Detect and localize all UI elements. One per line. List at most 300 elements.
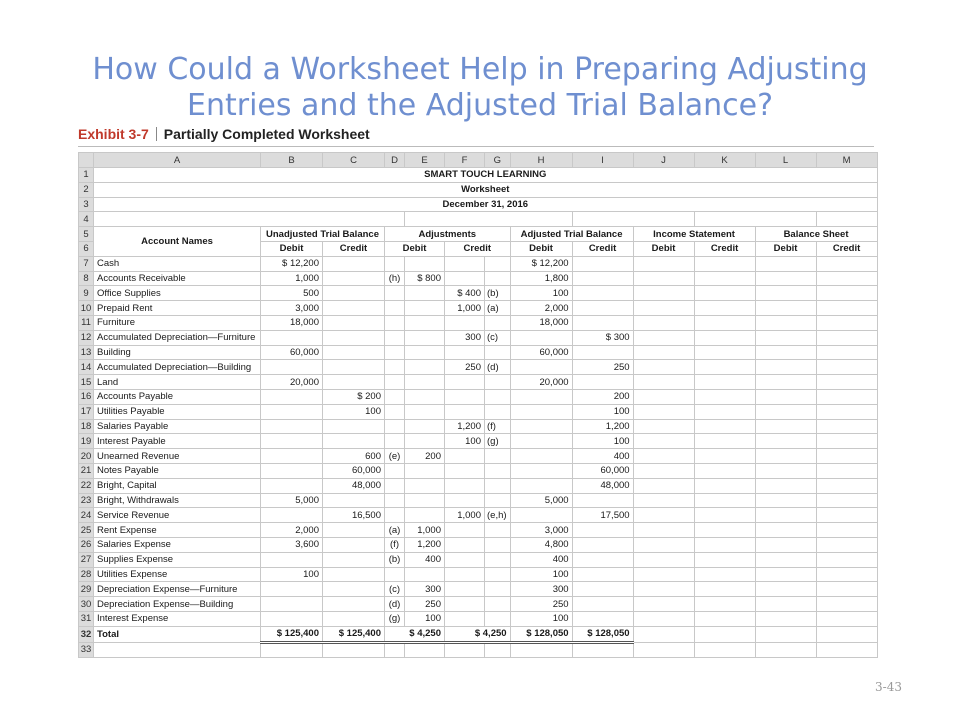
adj-credit-ref[interactable] bbox=[485, 389, 511, 404]
account-name[interactable]: Bright, Withdrawals bbox=[94, 493, 261, 508]
adj-debit-cell[interactable]: 400 bbox=[405, 552, 445, 567]
is-credit-cell[interactable] bbox=[694, 493, 755, 508]
adj-credit-ref[interactable]: (f) bbox=[485, 419, 511, 434]
is-credit-cell[interactable] bbox=[694, 537, 755, 552]
is-debit-cell[interactable] bbox=[633, 419, 694, 434]
is-credit-cell[interactable] bbox=[694, 419, 755, 434]
account-name[interactable]: Building bbox=[94, 345, 261, 360]
atb-debit-cell[interactable]: $ 12,200 bbox=[510, 256, 572, 271]
account-name[interactable]: Furniture bbox=[94, 315, 261, 330]
bs-credit-cell[interactable] bbox=[816, 404, 877, 419]
utb-credit-cell[interactable]: 100 bbox=[323, 404, 385, 419]
adj-credit-cell[interactable] bbox=[445, 478, 485, 493]
utb-credit-cell[interactable]: 16,500 bbox=[323, 508, 385, 523]
utb-credit-cell[interactable] bbox=[323, 582, 385, 597]
account-name[interactable]: Salaries Expense bbox=[94, 537, 261, 552]
column-header-k[interactable]: K bbox=[694, 153, 755, 168]
atb-debit-cell[interactable] bbox=[510, 330, 572, 345]
atb-debit-cell[interactable] bbox=[510, 463, 572, 478]
bs-credit-cell[interactable] bbox=[816, 552, 877, 567]
utb-debit-cell[interactable]: 3,000 bbox=[261, 301, 323, 316]
bs-credit-cell[interactable] bbox=[816, 389, 877, 404]
atb-credit-cell[interactable]: 1,200 bbox=[572, 419, 633, 434]
adj-credit-cell[interactable] bbox=[445, 256, 485, 271]
adj-debit-ref[interactable]: (c) bbox=[385, 582, 405, 597]
bs-credit-cell[interactable] bbox=[816, 537, 877, 552]
atb-debit-cell[interactable]: 100 bbox=[510, 611, 572, 626]
row-number[interactable]: 15 bbox=[79, 375, 94, 390]
adj-debit-cell[interactable] bbox=[405, 315, 445, 330]
utb-credit-cell[interactable] bbox=[323, 597, 385, 612]
atb-debit-cell[interactable] bbox=[510, 449, 572, 464]
atb-debit-cell[interactable] bbox=[510, 508, 572, 523]
atb-credit-cell[interactable] bbox=[572, 582, 633, 597]
bs-debit-cell[interactable] bbox=[755, 419, 816, 434]
bs-debit-cell[interactable] bbox=[755, 449, 816, 464]
is-credit-cell[interactable] bbox=[694, 552, 755, 567]
atb-debit-cell[interactable]: 400 bbox=[510, 552, 572, 567]
account-name[interactable]: Salaries Payable bbox=[94, 419, 261, 434]
bs-debit-cell[interactable] bbox=[755, 301, 816, 316]
bs-debit-cell[interactable] bbox=[755, 345, 816, 360]
account-name[interactable]: Unearned Revenue bbox=[94, 449, 261, 464]
atb-credit-cell[interactable]: 60,000 bbox=[572, 463, 633, 478]
bs-credit-cell[interactable] bbox=[816, 478, 877, 493]
adj-debit-cell[interactable] bbox=[405, 463, 445, 478]
row-number[interactable]: 5 bbox=[79, 227, 94, 242]
row-number[interactable]: 10 bbox=[79, 301, 94, 316]
row-number[interactable]: 6 bbox=[79, 241, 94, 256]
adj-debit-cell[interactable]: 1,000 bbox=[405, 523, 445, 538]
bs-credit-cell[interactable] bbox=[816, 611, 877, 626]
utb-debit-cell[interactable] bbox=[261, 330, 323, 345]
is-debit-cell[interactable] bbox=[633, 463, 694, 478]
is-debit-cell[interactable] bbox=[633, 597, 694, 612]
row-number[interactable]: 19 bbox=[79, 434, 94, 449]
is-debit-cell[interactable] bbox=[633, 537, 694, 552]
is-credit-cell[interactable] bbox=[694, 523, 755, 538]
bs-debit-cell[interactable] bbox=[755, 286, 816, 301]
atb-debit-cell[interactable]: 4,800 bbox=[510, 537, 572, 552]
adj-debit-cell[interactable] bbox=[405, 375, 445, 390]
utb-credit-cell[interactable] bbox=[323, 301, 385, 316]
is-credit-cell[interactable] bbox=[694, 611, 755, 626]
atb-credit-cell[interactable] bbox=[572, 315, 633, 330]
utb-debit-cell[interactable] bbox=[261, 434, 323, 449]
column-header-i[interactable]: I bbox=[572, 153, 633, 168]
adj-credit-ref[interactable] bbox=[485, 315, 511, 330]
atb-debit-cell[interactable]: 100 bbox=[510, 567, 572, 582]
adj-debit-cell[interactable] bbox=[405, 345, 445, 360]
is-credit-cell[interactable] bbox=[694, 389, 755, 404]
account-name[interactable]: Land bbox=[94, 375, 261, 390]
row-number[interactable]: 28 bbox=[79, 567, 94, 582]
adj-debit-ref[interactable]: (b) bbox=[385, 552, 405, 567]
adj-debit-cell[interactable]: 1,200 bbox=[405, 537, 445, 552]
adj-credit-ref[interactable] bbox=[485, 375, 511, 390]
utb-credit-cell[interactable] bbox=[323, 493, 385, 508]
is-debit-cell[interactable] bbox=[633, 552, 694, 567]
utb-credit-cell[interactable] bbox=[323, 611, 385, 626]
adj-credit-ref[interactable] bbox=[485, 552, 511, 567]
is-credit-cell[interactable] bbox=[694, 449, 755, 464]
account-name[interactable]: Prepaid Rent bbox=[94, 301, 261, 316]
adj-credit-cell[interactable]: 250 bbox=[445, 360, 485, 375]
adj-credit-ref[interactable]: (b) bbox=[485, 286, 511, 301]
atb-credit-cell[interactable] bbox=[572, 493, 633, 508]
utb-credit-cell[interactable] bbox=[323, 271, 385, 286]
bs-credit-cell[interactable] bbox=[816, 256, 877, 271]
is-debit-cell[interactable] bbox=[633, 523, 694, 538]
adj-credit-ref[interactable] bbox=[485, 463, 511, 478]
adj-credit-ref[interactable] bbox=[485, 597, 511, 612]
atb-credit-cell[interactable] bbox=[572, 597, 633, 612]
is-credit-cell[interactable] bbox=[694, 582, 755, 597]
utb-credit-cell[interactable] bbox=[323, 256, 385, 271]
adj-debit-ref[interactable] bbox=[385, 508, 405, 523]
row-number[interactable]: 11 bbox=[79, 315, 94, 330]
atb-credit-cell[interactable]: 48,000 bbox=[572, 478, 633, 493]
utb-credit-cell[interactable]: $ 200 bbox=[323, 389, 385, 404]
adj-credit-cell[interactable] bbox=[445, 389, 485, 404]
atb-credit-cell[interactable] bbox=[572, 567, 633, 582]
adj-credit-ref[interactable]: (c) bbox=[485, 330, 511, 345]
is-debit-cell[interactable] bbox=[633, 611, 694, 626]
adj-debit-cell[interactable]: $ 800 bbox=[405, 271, 445, 286]
adj-debit-ref[interactable] bbox=[385, 301, 405, 316]
is-credit-cell[interactable] bbox=[694, 330, 755, 345]
is-credit-cell[interactable] bbox=[694, 345, 755, 360]
is-debit-cell[interactable] bbox=[633, 315, 694, 330]
adj-credit-ref[interactable] bbox=[485, 256, 511, 271]
column-header-l[interactable]: L bbox=[755, 153, 816, 168]
atb-credit-cell[interactable] bbox=[572, 537, 633, 552]
utb-debit-cell[interactable] bbox=[261, 611, 323, 626]
account-name[interactable]: Depreciation Expense—Building bbox=[94, 597, 261, 612]
column-header-m[interactable]: M bbox=[816, 153, 877, 168]
adj-credit-cell[interactable]: 300 bbox=[445, 330, 485, 345]
adj-debit-ref[interactable] bbox=[385, 478, 405, 493]
select-all-corner[interactable] bbox=[79, 153, 94, 168]
bs-credit-cell[interactable] bbox=[816, 493, 877, 508]
bs-credit-cell[interactable] bbox=[816, 567, 877, 582]
atb-debit-cell[interactable]: 18,000 bbox=[510, 315, 572, 330]
adj-debit-ref[interactable] bbox=[385, 419, 405, 434]
bs-credit-cell[interactable] bbox=[816, 508, 877, 523]
account-name[interactable]: Depreciation Expense—Furniture bbox=[94, 582, 261, 597]
column-header-e[interactable]: E bbox=[405, 153, 445, 168]
adj-debit-ref[interactable] bbox=[385, 404, 405, 419]
utb-credit-cell[interactable] bbox=[323, 345, 385, 360]
account-name[interactable]: Utilities Payable bbox=[94, 404, 261, 419]
utb-debit-cell[interactable] bbox=[261, 419, 323, 434]
adj-debit-cell[interactable]: 200 bbox=[405, 449, 445, 464]
is-credit-cell[interactable] bbox=[694, 375, 755, 390]
adj-credit-cell[interactable] bbox=[445, 567, 485, 582]
account-name[interactable]: Service Revenue bbox=[94, 508, 261, 523]
row-number[interactable]: 31 bbox=[79, 611, 94, 626]
column-header-h[interactable]: H bbox=[510, 153, 572, 168]
bs-debit-cell[interactable] bbox=[755, 375, 816, 390]
utb-credit-cell[interactable] bbox=[323, 434, 385, 449]
bs-credit-cell[interactable] bbox=[816, 434, 877, 449]
adj-debit-cell[interactable] bbox=[405, 434, 445, 449]
row-number[interactable]: 29 bbox=[79, 582, 94, 597]
bs-credit-cell[interactable] bbox=[816, 523, 877, 538]
adj-credit-ref[interactable] bbox=[485, 523, 511, 538]
utb-debit-cell[interactable]: 100 bbox=[261, 567, 323, 582]
bs-credit-cell[interactable] bbox=[816, 582, 877, 597]
utb-debit-cell[interactable] bbox=[261, 552, 323, 567]
bs-credit-cell[interactable] bbox=[816, 345, 877, 360]
atb-debit-cell[interactable]: 5,000 bbox=[510, 493, 572, 508]
row-number[interactable]: 32 bbox=[79, 626, 94, 642]
adj-credit-cell[interactable] bbox=[445, 493, 485, 508]
adj-debit-cell[interactable] bbox=[405, 330, 445, 345]
cell[interactable] bbox=[405, 642, 445, 658]
account-name[interactable]: Accounts Receivable bbox=[94, 271, 261, 286]
bs-debit-cell[interactable] bbox=[755, 389, 816, 404]
account-name[interactable]: Accounts Payable bbox=[94, 389, 261, 404]
utb-credit-cell[interactable] bbox=[323, 375, 385, 390]
is-debit-cell[interactable] bbox=[633, 271, 694, 286]
utb-credit-cell[interactable] bbox=[323, 315, 385, 330]
adj-debit-ref[interactable]: (h) bbox=[385, 271, 405, 286]
cell[interactable] bbox=[94, 642, 261, 658]
is-debit-cell[interactable] bbox=[633, 567, 694, 582]
utb-debit-cell[interactable] bbox=[261, 449, 323, 464]
utb-debit-cell[interactable]: 5,000 bbox=[261, 493, 323, 508]
row-number[interactable]: 1 bbox=[79, 168, 94, 183]
column-header-d[interactable]: D bbox=[385, 153, 405, 168]
atb-credit-cell[interactable] bbox=[572, 286, 633, 301]
utb-credit-cell[interactable] bbox=[323, 537, 385, 552]
row-number[interactable]: 9 bbox=[79, 286, 94, 301]
utb-debit-cell[interactable] bbox=[261, 508, 323, 523]
account-name[interactable]: Notes Payable bbox=[94, 463, 261, 478]
bs-debit-cell[interactable] bbox=[755, 493, 816, 508]
bs-debit-cell[interactable] bbox=[755, 582, 816, 597]
cell[interactable] bbox=[694, 642, 755, 658]
adj-debit-ref[interactable]: (a) bbox=[385, 523, 405, 538]
cell[interactable] bbox=[572, 642, 633, 658]
atb-credit-cell[interactable]: 100 bbox=[572, 434, 633, 449]
adj-credit-ref[interactable] bbox=[485, 271, 511, 286]
is-credit-cell[interactable] bbox=[694, 463, 755, 478]
utb-debit-cell[interactable] bbox=[261, 478, 323, 493]
row-number[interactable]: 3 bbox=[79, 197, 94, 212]
cell[interactable] bbox=[510, 642, 572, 658]
is-debit-cell[interactable] bbox=[633, 478, 694, 493]
adj-credit-ref[interactable]: (a) bbox=[485, 301, 511, 316]
atb-debit-cell[interactable]: 100 bbox=[510, 286, 572, 301]
utb-credit-cell[interactable]: 48,000 bbox=[323, 478, 385, 493]
adj-debit-cell[interactable] bbox=[405, 508, 445, 523]
utb-debit-cell[interactable]: $ 12,200 bbox=[261, 256, 323, 271]
row-number[interactable]: 20 bbox=[79, 449, 94, 464]
atb-credit-cell[interactable] bbox=[572, 523, 633, 538]
bs-debit-cell[interactable] bbox=[755, 330, 816, 345]
bs-credit-cell[interactable] bbox=[816, 271, 877, 286]
utb-debit-cell[interactable]: 3,600 bbox=[261, 537, 323, 552]
adj-debit-ref[interactable] bbox=[385, 493, 405, 508]
adj-debit-ref[interactable] bbox=[385, 567, 405, 582]
is-credit-cell[interactable] bbox=[694, 404, 755, 419]
utb-debit-cell[interactable] bbox=[261, 404, 323, 419]
atb-credit-cell[interactable] bbox=[572, 301, 633, 316]
bs-debit-cell[interactable] bbox=[755, 434, 816, 449]
account-name[interactable]: Office Supplies bbox=[94, 286, 261, 301]
atb-debit-cell[interactable]: 300 bbox=[510, 582, 572, 597]
adj-debit-cell[interactable] bbox=[405, 360, 445, 375]
is-debit-cell[interactable] bbox=[633, 493, 694, 508]
adj-debit-cell[interactable] bbox=[405, 567, 445, 582]
cell[interactable] bbox=[445, 642, 485, 658]
atb-debit-cell[interactable]: 20,000 bbox=[510, 375, 572, 390]
bs-debit-cell[interactable] bbox=[755, 611, 816, 626]
atb-credit-cell[interactable] bbox=[572, 552, 633, 567]
row-number[interactable]: 21 bbox=[79, 463, 94, 478]
account-name[interactable]: Interest Expense bbox=[94, 611, 261, 626]
adj-credit-cell[interactable]: 100 bbox=[445, 434, 485, 449]
cell[interactable] bbox=[385, 642, 405, 658]
row-number[interactable]: 27 bbox=[79, 552, 94, 567]
utb-debit-cell[interactable]: 1,000 bbox=[261, 271, 323, 286]
row-number[interactable]: 30 bbox=[79, 597, 94, 612]
utb-credit-cell[interactable]: 60,000 bbox=[323, 463, 385, 478]
adj-credit-ref[interactable]: (d) bbox=[485, 360, 511, 375]
adj-debit-ref[interactable] bbox=[385, 463, 405, 478]
row-number[interactable]: 12 bbox=[79, 330, 94, 345]
cell[interactable] bbox=[755, 642, 816, 658]
adj-credit-cell[interactable] bbox=[445, 315, 485, 330]
is-debit-cell[interactable] bbox=[633, 360, 694, 375]
is-debit-cell[interactable] bbox=[633, 330, 694, 345]
adj-debit-cell[interactable] bbox=[405, 493, 445, 508]
row-number[interactable]: 25 bbox=[79, 523, 94, 538]
is-credit-cell[interactable] bbox=[694, 478, 755, 493]
is-debit-cell[interactable] bbox=[633, 375, 694, 390]
utb-credit-cell[interactable] bbox=[323, 286, 385, 301]
atb-credit-cell[interactable] bbox=[572, 375, 633, 390]
cell[interactable] bbox=[816, 642, 877, 658]
row-number[interactable]: 22 bbox=[79, 478, 94, 493]
utb-debit-cell[interactable] bbox=[261, 360, 323, 375]
is-debit-cell[interactable] bbox=[633, 508, 694, 523]
utb-debit-cell[interactable]: 500 bbox=[261, 286, 323, 301]
adj-credit-cell[interactable] bbox=[445, 582, 485, 597]
is-credit-cell[interactable] bbox=[694, 567, 755, 582]
is-debit-cell[interactable] bbox=[633, 434, 694, 449]
is-debit-cell[interactable] bbox=[633, 449, 694, 464]
is-credit-cell[interactable] bbox=[694, 508, 755, 523]
adj-credit-cell[interactable] bbox=[445, 345, 485, 360]
adj-credit-cell[interactable]: 1,000 bbox=[445, 301, 485, 316]
bs-credit-cell[interactable] bbox=[816, 597, 877, 612]
adj-credit-ref[interactable] bbox=[485, 404, 511, 419]
adj-credit-ref[interactable] bbox=[485, 345, 511, 360]
adj-debit-cell[interactable] bbox=[405, 478, 445, 493]
cell[interactable] bbox=[485, 642, 511, 658]
atb-credit-cell[interactable] bbox=[572, 611, 633, 626]
bs-debit-cell[interactable] bbox=[755, 478, 816, 493]
utb-credit-cell[interactable] bbox=[323, 360, 385, 375]
adj-debit-ref[interactable]: (d) bbox=[385, 597, 405, 612]
adj-debit-ref[interactable] bbox=[385, 360, 405, 375]
adj-credit-cell[interactable]: 1,200 bbox=[445, 419, 485, 434]
adj-credit-cell[interactable]: 1,000 bbox=[445, 508, 485, 523]
row-number[interactable]: 17 bbox=[79, 404, 94, 419]
utb-credit-cell[interactable] bbox=[323, 419, 385, 434]
adj-credit-ref[interactable] bbox=[485, 582, 511, 597]
adj-credit-cell[interactable] bbox=[445, 449, 485, 464]
adj-credit-cell[interactable] bbox=[445, 597, 485, 612]
account-name[interactable]: Cash bbox=[94, 256, 261, 271]
adj-credit-cell[interactable] bbox=[445, 537, 485, 552]
adj-debit-cell[interactable] bbox=[405, 256, 445, 271]
bs-debit-cell[interactable] bbox=[755, 404, 816, 419]
column-header-f[interactable]: F bbox=[445, 153, 485, 168]
utb-debit-cell[interactable]: 60,000 bbox=[261, 345, 323, 360]
atb-credit-cell[interactable] bbox=[572, 256, 633, 271]
is-debit-cell[interactable] bbox=[633, 345, 694, 360]
row-number[interactable]: 33 bbox=[79, 642, 94, 658]
atb-credit-cell[interactable] bbox=[572, 345, 633, 360]
adj-credit-ref[interactable] bbox=[485, 493, 511, 508]
adj-credit-ref[interactable] bbox=[485, 567, 511, 582]
row-number[interactable]: 7 bbox=[79, 256, 94, 271]
adj-debit-ref[interactable] bbox=[385, 256, 405, 271]
adj-debit-cell[interactable] bbox=[405, 301, 445, 316]
adj-debit-cell[interactable] bbox=[405, 404, 445, 419]
utb-debit-cell[interactable]: 2,000 bbox=[261, 523, 323, 538]
atb-debit-cell[interactable] bbox=[510, 478, 572, 493]
row-number[interactable]: 24 bbox=[79, 508, 94, 523]
adj-credit-cell[interactable] bbox=[445, 463, 485, 478]
bs-debit-cell[interactable] bbox=[755, 360, 816, 375]
cell[interactable] bbox=[323, 642, 385, 658]
is-debit-cell[interactable] bbox=[633, 286, 694, 301]
utb-credit-cell[interactable] bbox=[323, 330, 385, 345]
atb-debit-cell[interactable]: 1,800 bbox=[510, 271, 572, 286]
cell[interactable] bbox=[633, 642, 694, 658]
bs-credit-cell[interactable] bbox=[816, 301, 877, 316]
is-debit-cell[interactable] bbox=[633, 256, 694, 271]
adj-debit-ref[interactable]: (g) bbox=[385, 611, 405, 626]
bs-debit-cell[interactable] bbox=[755, 552, 816, 567]
utb-credit-cell[interactable] bbox=[323, 552, 385, 567]
is-credit-cell[interactable] bbox=[694, 315, 755, 330]
adj-debit-cell[interactable]: 300 bbox=[405, 582, 445, 597]
is-debit-cell[interactable] bbox=[633, 404, 694, 419]
utb-debit-cell[interactable] bbox=[261, 389, 323, 404]
adj-debit-ref[interactable]: (e) bbox=[385, 449, 405, 464]
row-number[interactable]: 23 bbox=[79, 493, 94, 508]
adj-debit-cell[interactable] bbox=[405, 389, 445, 404]
is-credit-cell[interactable] bbox=[694, 434, 755, 449]
row-number[interactable]: 2 bbox=[79, 182, 94, 197]
bs-debit-cell[interactable] bbox=[755, 256, 816, 271]
is-credit-cell[interactable] bbox=[694, 286, 755, 301]
utb-debit-cell[interactable] bbox=[261, 597, 323, 612]
bs-debit-cell[interactable] bbox=[755, 315, 816, 330]
bs-credit-cell[interactable] bbox=[816, 419, 877, 434]
bs-debit-cell[interactable] bbox=[755, 271, 816, 286]
adj-credit-ref[interactable]: (e,h) bbox=[485, 508, 511, 523]
column-header-c[interactable]: C bbox=[323, 153, 385, 168]
bs-debit-cell[interactable] bbox=[755, 523, 816, 538]
account-name[interactable]: Rent Expense bbox=[94, 523, 261, 538]
